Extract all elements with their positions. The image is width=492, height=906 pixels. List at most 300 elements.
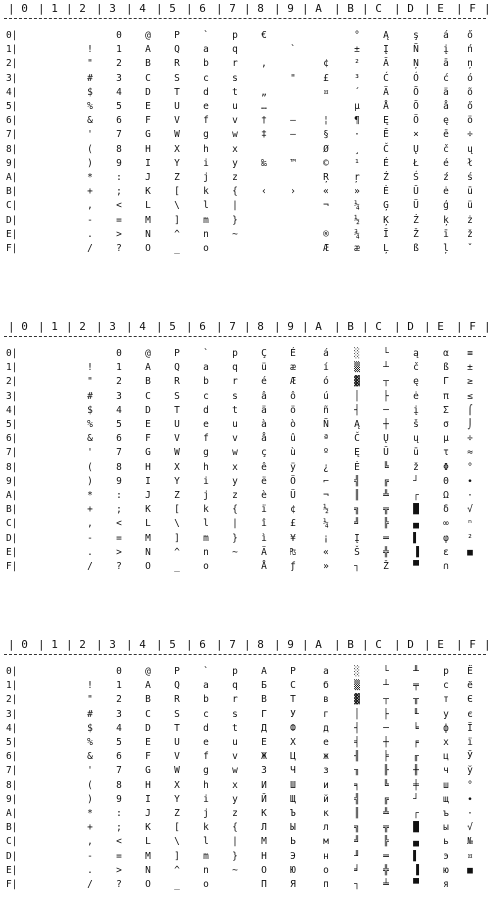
char-cell: _ (174, 243, 180, 254)
char-cell: ╪ (413, 779, 419, 791)
row-label: 7| (6, 765, 18, 777)
char-cell: s (232, 708, 238, 720)
char-cell: ъ (443, 808, 449, 819)
char-cell: c (203, 708, 209, 720)
char-cell: s (232, 390, 238, 402)
char-cell: £ (323, 72, 329, 84)
char-cell: ° (354, 30, 360, 41)
char-cell: « (323, 186, 329, 198)
char-cell: ⌠ (467, 404, 473, 416)
char-cell: ╗ (354, 504, 360, 516)
char-cell: Н (261, 850, 267, 862)
char-cell: R (174, 694, 180, 706)
char-cell: + (87, 822, 93, 834)
char-cell: Č (383, 143, 389, 155)
char-cell: Е (261, 737, 267, 748)
char-cell: W (174, 447, 180, 459)
char-cell: ] (174, 850, 180, 862)
char-cell: ; (116, 186, 122, 198)
char-cell: ¹ (354, 157, 360, 169)
char-cell: z (232, 808, 238, 819)
char-cell: ő (467, 30, 473, 41)
char-cell: J (145, 172, 151, 183)
char-cell: ≡ (467, 348, 473, 359)
char-cell: a (203, 362, 209, 374)
column-header-label: | 7 (216, 2, 236, 15)
row-label: 4| (6, 722, 18, 734)
char-cell: a (203, 680, 209, 692)
column-header-label: | 3 (96, 638, 116, 651)
char-cell: Į (354, 532, 360, 544)
char-cell: ┌ (413, 808, 419, 819)
char-cell: q (232, 680, 238, 692)
char-cell: C (145, 708, 151, 720)
char-cell: Æ (290, 376, 296, 388)
char-cell: r (232, 58, 238, 70)
char-cell: é (261, 376, 267, 388)
char-cell: N (145, 228, 151, 240)
char-cell: - (87, 214, 93, 226)
char-cell: √ (467, 822, 473, 834)
column-header-label: | 6 (186, 320, 206, 333)
char-cell: X (174, 461, 180, 473)
column-header-label: | B (334, 2, 354, 15)
column-header-label: | 3 (96, 2, 116, 15)
row-label: B| (6, 822, 18, 834)
column-header-label: | 8 (244, 2, 264, 15)
char-cell: a (203, 44, 209, 56)
char-cell: ( (87, 461, 93, 473)
char-cell: т (443, 694, 449, 706)
char-cell: 8 (116, 143, 122, 155)
char-cell: * (87, 808, 93, 819)
char-cell: w (232, 129, 238, 141)
char-cell: Z (174, 808, 180, 819)
char-cell: е (323, 737, 329, 748)
char-cell: ┌ (413, 490, 419, 501)
char-cell: G (145, 129, 151, 141)
char-cell: Ш (290, 779, 296, 791)
column-header-end: | (484, 320, 491, 333)
row-label: 3| (6, 708, 18, 720)
char-cell: u (232, 737, 238, 748)
char-cell: 6 (116, 751, 122, 763)
char-cell: ╦ (383, 504, 389, 516)
char-cell: 7 (116, 765, 122, 777)
char-cell: │ (354, 708, 360, 720)
char-cell: ¼ (323, 518, 329, 530)
char-cell: É (383, 157, 389, 169)
row-label: E| (6, 546, 18, 558)
column-header-label: | B (334, 320, 354, 333)
char-cell: c (203, 72, 209, 84)
char-cell: Ž (413, 228, 419, 240)
char-cell: С (290, 680, 296, 692)
column-header-label: | 6 (186, 638, 206, 651)
char-cell: Ñ (323, 419, 329, 430)
char-cell: 8 (116, 779, 122, 791)
char-cell: o (203, 561, 209, 572)
char-cell: , (87, 518, 93, 530)
char-cell: ū (467, 186, 473, 198)
char-cell: L (145, 518, 151, 530)
char-cell: » (323, 561, 329, 572)
char-cell: ž (467, 228, 473, 240)
char-cell: ì (261, 532, 267, 544)
char-cell: м (323, 836, 329, 848)
char-cell: ź (443, 172, 449, 183)
column-header-label: | C (362, 638, 382, 651)
char-cell: ņ (467, 58, 473, 70)
char-cell: ∩ (443, 561, 449, 572)
char-cell: н (323, 850, 329, 862)
char-cell: ½ (354, 214, 360, 226)
char-cell: i (203, 157, 209, 169)
row-label: 6| (6, 115, 18, 127)
char-cell: Y (174, 157, 180, 169)
char-cell: Ś (413, 172, 419, 183)
char-cell: ╘ (413, 722, 419, 734)
char-cell: ò (290, 419, 296, 430)
char-cell: — (290, 129, 296, 141)
char-cell: = (116, 532, 122, 544)
column-header-label: | F (456, 2, 476, 15)
row-label: 8| (6, 143, 18, 155)
char-cell: К (261, 808, 267, 819)
char-cell: ╦ (383, 822, 389, 834)
char-cell: ô (290, 390, 296, 402)
char-cell: q (232, 362, 238, 374)
char-cell: ╝ (354, 518, 360, 530)
char-cell: " (87, 694, 93, 706)
column-header-label: | 4 (126, 638, 146, 651)
char-cell: ] (174, 214, 180, 226)
char-cell: ╙ (413, 708, 419, 720)
char-cell: ¬ (323, 490, 329, 501)
char-cell: ▄ (413, 518, 419, 530)
char-cell: T (174, 86, 180, 98)
row-label: 3| (6, 72, 18, 84)
char-table-1 (0, 0, 492, 270)
char-cell: { (232, 822, 238, 834)
row-label: C| (6, 518, 18, 530)
column-header-label: | A (302, 320, 322, 333)
char-cell: Л (261, 822, 267, 834)
char-cell: ─ (383, 404, 389, 416)
char-cell: ╣ (354, 475, 360, 487)
char-cell: ╖ (354, 765, 360, 777)
char-cell: × (413, 129, 419, 141)
char-cell: о (323, 864, 329, 876)
row-label: E| (6, 228, 18, 240)
column-header-label: | 5 (156, 2, 176, 15)
char-cell: ` (203, 666, 209, 677)
char-cell: Ў (467, 751, 473, 763)
char-cell: ' (87, 765, 93, 777)
char-cell: M (145, 214, 151, 226)
char-cell: ? (116, 561, 122, 572)
char-cell: j (203, 490, 209, 501)
char-cell: ╧ (383, 879, 389, 890)
char-cell: ▄ (413, 836, 419, 848)
char-cell: " (290, 72, 296, 84)
char-cell: æ (290, 362, 296, 374)
char-cell: ê (261, 461, 267, 473)
char-cell: y (232, 475, 238, 487)
char-cell: ₧ (290, 546, 296, 558)
char-cell: - (87, 532, 93, 544)
char-cell: ▐ (413, 864, 419, 876)
char-cell: ( (87, 143, 93, 155)
char-cell: x (232, 143, 238, 155)
char-cell: ¼ (354, 200, 360, 212)
char-cell: ° (467, 779, 473, 791)
char-cell: í (323, 362, 329, 374)
char-cell: ь (443, 836, 449, 848)
char-cell: Ā (383, 58, 389, 70)
char-cell: Y (174, 793, 180, 805)
char-cell: ª (323, 433, 329, 445)
char-cell: ` (203, 348, 209, 359)
char-cell: F (145, 433, 151, 445)
char-cell: l (203, 836, 209, 848)
char-cell: ū (413, 447, 419, 459)
char-cell: π (443, 390, 449, 402)
char-cell: € (261, 30, 267, 41)
char-cell: ╫ (413, 765, 419, 777)
char-cell: ™ (290, 157, 296, 169)
char-cell: r (232, 694, 238, 706)
char-cell: £ (290, 518, 296, 530)
char-cell: ┼ (383, 737, 389, 748)
char-cell: · (467, 490, 473, 501)
char-cell: О (261, 864, 267, 876)
char-cell: ÷ (467, 433, 473, 445)
char-cell: Ё (467, 666, 473, 677)
char-cell: ? (116, 879, 122, 890)
char-cell: A (145, 362, 151, 374)
char-cell: H (145, 779, 151, 791)
char-cell: ~ (232, 228, 238, 240)
column-header-label: | 7 (216, 638, 236, 651)
row-label: 7| (6, 447, 18, 459)
char-cell: ç (261, 447, 267, 459)
column-header-label: | 2 (66, 638, 86, 651)
char-cell: & (87, 433, 93, 445)
column-header-label: | C (362, 320, 382, 333)
row-label: 2| (6, 58, 18, 70)
column-header-label: | E (424, 2, 444, 15)
char-cell: u (232, 101, 238, 112)
char-cell: ~ (232, 864, 238, 876)
char-cell: ║ (354, 808, 360, 819)
char-cell: ╣ (354, 793, 360, 805)
char-cell: Ž (383, 561, 389, 572)
char-cell: ¸ (354, 143, 360, 155)
row-label: 8| (6, 779, 18, 791)
column-header-label: | 9 (274, 320, 294, 333)
char-cell: ¡ (323, 532, 329, 544)
char-table-2 (0, 318, 492, 588)
char-cell: 1 (116, 362, 122, 374)
char-cell: з (323, 765, 329, 777)
char-cell: ` (203, 30, 209, 41)
char-cell: и (323, 779, 329, 791)
char-cell: ® (323, 228, 329, 240)
row-label: C| (6, 200, 18, 212)
char-cell: / (87, 879, 93, 890)
char-cell: ģ (443, 200, 449, 212)
char-cell: 3 (116, 72, 122, 84)
char-cell: M (145, 532, 151, 544)
char-cell: _ (174, 561, 180, 572)
char-cell: └ (383, 666, 389, 677)
char-cell: ù (290, 447, 296, 459)
char-cell: п (323, 879, 329, 890)
column-header-label: | 7 (216, 320, 236, 333)
char-cell: ' (87, 129, 93, 141)
char-cell: d (203, 404, 209, 416)
header-separator (4, 336, 486, 337)
char-cell: O (145, 879, 151, 890)
char-cell: Ñ (413, 44, 419, 56)
char-cell: B (145, 694, 151, 706)
char-cell: ░ (354, 348, 360, 359)
char-cell: ╢ (354, 751, 360, 763)
char-cell: Ę (383, 115, 389, 127)
column-header-label: | E (424, 638, 444, 651)
char-cell: < (116, 200, 122, 212)
char-cell: ▌ (413, 850, 419, 862)
char-cell: < (116, 518, 122, 530)
row-label: 1| (6, 680, 18, 692)
char-cell: я (443, 879, 449, 890)
char-cell: ş (413, 30, 419, 41)
char-cell: v (232, 115, 238, 127)
char-cell: R (174, 58, 180, 70)
char-cell: Ż (413, 214, 419, 226)
char-cell: < (116, 836, 122, 848)
char-cell: в (323, 694, 329, 706)
char-cell: h (203, 779, 209, 791)
row-label: 0| (6, 30, 18, 41)
char-cell: u (232, 419, 238, 430)
char-cell: ú (323, 390, 329, 402)
row-label: 1| (6, 362, 18, 374)
char-cell: æ (354, 243, 360, 254)
row-label: 2| (6, 694, 18, 706)
char-cell: ¢ (290, 504, 296, 516)
char-cell: – (290, 115, 296, 127)
char-cell: ö (467, 115, 473, 127)
char-cell: n (203, 864, 209, 876)
char-cell: █ (413, 822, 419, 834)
row-label: F| (6, 561, 18, 572)
char-cell: û (290, 433, 296, 445)
char-cell: ▀ (413, 561, 419, 572)
char-cell: î (261, 518, 267, 530)
char-cell: ) (87, 475, 93, 487)
char-cell: █ (413, 504, 419, 516)
char-cell: ˇ (467, 243, 473, 254)
char-cell: k (203, 186, 209, 198)
char-cell: V (174, 115, 180, 127)
char-cell: | (232, 518, 238, 530)
char-cell: ┴ (383, 680, 389, 692)
row-label: F| (6, 243, 18, 254)
char-cell: G (145, 765, 151, 777)
char-cell: Ą (354, 419, 360, 430)
char-cell: ┤ (354, 404, 360, 416)
char-cell: В (261, 694, 267, 706)
char-cell: t (232, 86, 238, 98)
char-cell: E (145, 737, 151, 748)
row-label: 8| (6, 461, 18, 473)
char-cell: ╩ (383, 808, 389, 819)
char-cell: ▒ (354, 362, 360, 374)
char-cell: ! (87, 680, 93, 692)
char-cell: P (174, 666, 180, 677)
char-cell: Σ (443, 404, 449, 416)
char-cell: * (87, 172, 93, 183)
char-cell: Ļ (383, 243, 389, 254)
char-cell: Щ (290, 793, 296, 805)
char-cell: y (232, 157, 238, 169)
char-cell: ─ (383, 722, 389, 734)
char-cell: ┼ (383, 419, 389, 430)
char-cell: Ó (413, 72, 419, 84)
char-cell: m (203, 850, 209, 862)
char-cell: | (232, 836, 238, 848)
char-cell: Ė (354, 461, 360, 473)
char-cell: U (174, 101, 180, 112)
char-cell: â (261, 390, 267, 402)
char-cell: h (203, 143, 209, 155)
row-label: 0| (6, 348, 18, 359)
char-cell: % (87, 419, 93, 430)
column-header-label: | 1 (38, 2, 58, 15)
char-cell: Ź (383, 172, 389, 183)
char-cell: ▀ (413, 879, 419, 890)
char-cell: ╠ (383, 518, 389, 530)
char-cell: Ц (290, 751, 296, 763)
char-cell: , (87, 200, 93, 212)
char-cell: ├ (383, 708, 389, 720)
char-cell: I (145, 793, 151, 805)
char-cell: ! (87, 44, 93, 56)
char-cell: 2 (116, 58, 122, 70)
char-cell: " (87, 58, 93, 70)
char-cell: \ (174, 836, 180, 848)
char-cell: k (203, 822, 209, 834)
row-label: 6| (6, 433, 18, 445)
char-cell: B (145, 376, 151, 388)
column-header-label: | D (394, 2, 414, 15)
char-cell: ¤ (323, 86, 329, 98)
char-cell: Š (354, 546, 360, 558)
char-cell: ė (413, 390, 419, 402)
char-cell: e (203, 419, 209, 430)
char-cell: л (323, 822, 329, 834)
column-header-label: | 4 (126, 320, 146, 333)
char-cell: Z (174, 490, 180, 501)
char-cell: ▓ (354, 694, 360, 706)
char-cell: N (145, 864, 151, 876)
char-cell: ╔ (383, 475, 389, 487)
char-cell: Ų (413, 143, 419, 155)
char-cell: ' (87, 447, 93, 459)
char-cell: ± (467, 362, 473, 374)
